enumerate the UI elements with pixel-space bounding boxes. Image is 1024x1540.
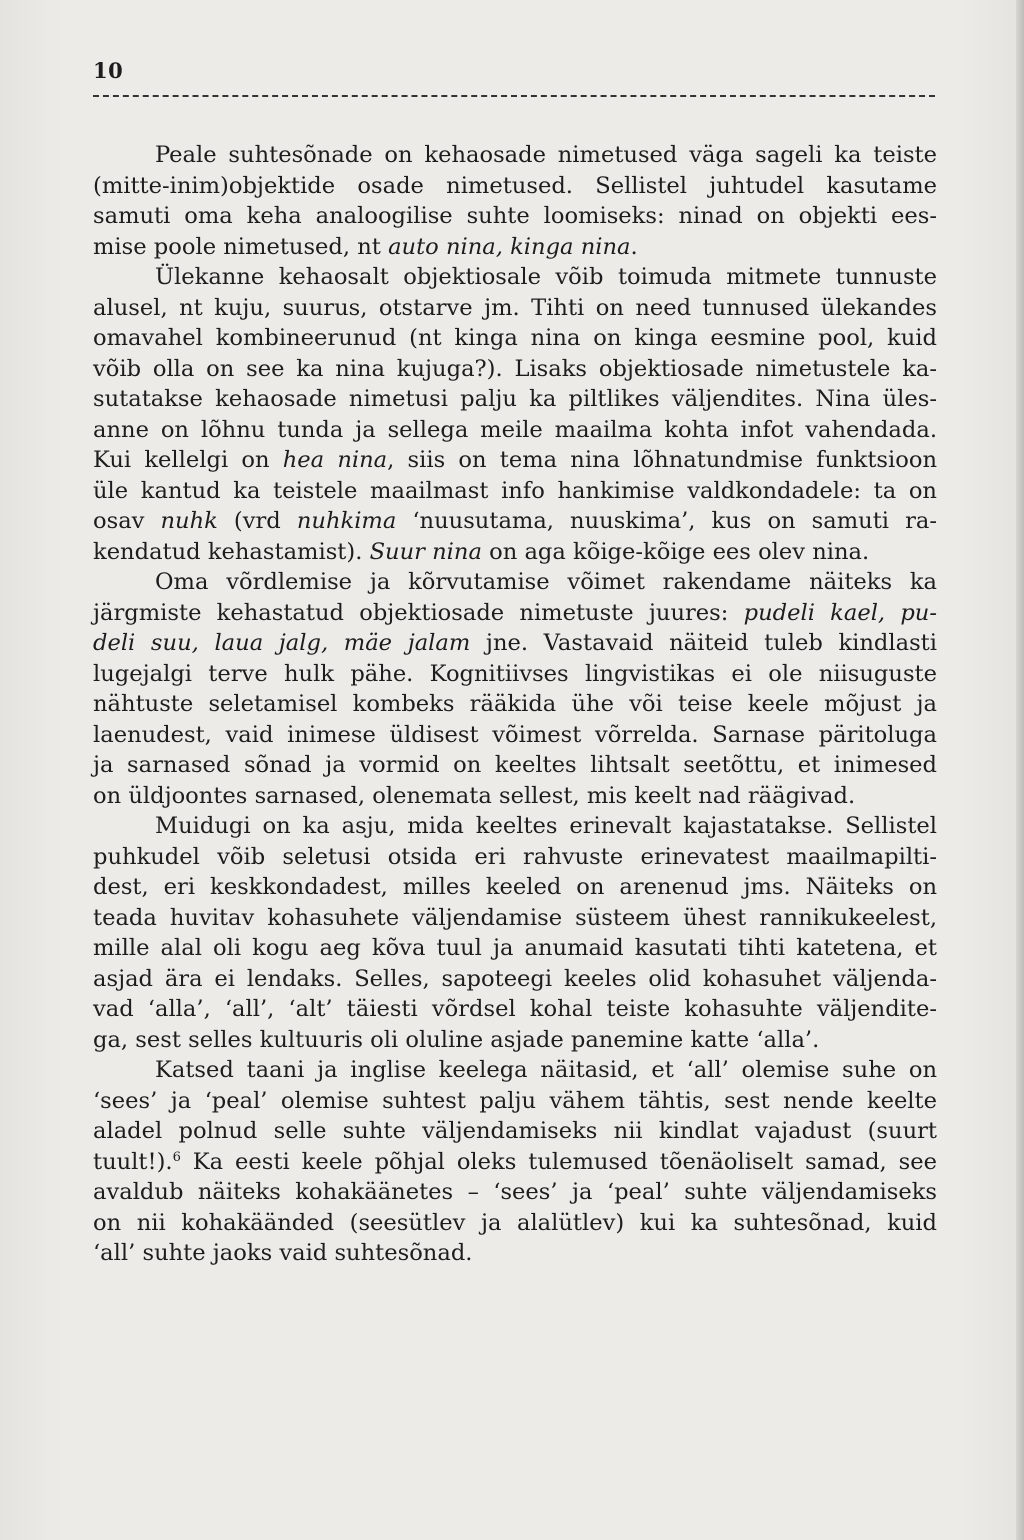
- text-segment: Peale suhtesõnade on kehaosade nimetused väga sageli ka teiste: [155, 142, 937, 168]
- text-segment: , siis on tema nina lõhnatundmise funktsioon: [387, 447, 937, 473]
- text-line: [93, 1086, 937, 1117]
- text-line: [93, 964, 937, 995]
- text-line: [93, 1025, 937, 1056]
- text-line: [93, 262, 937, 293]
- text-line: [93, 445, 937, 476]
- text-line: [93, 750, 937, 781]
- text-line: [93, 994, 937, 1025]
- text-segment: võib olla on see ka nina kujuga?). Lisaks objektiosade nimetustele ka-: [93, 355, 937, 382]
- text-segment: ‘sees’ ja ‘peal’ olemise suhtest palju vähem tähtis, sest nende keelte: [93, 1087, 937, 1114]
- page-number: 10: [93, 58, 124, 83]
- text-line: [93, 171, 937, 202]
- text-line: [93, 689, 937, 720]
- text-line: [93, 140, 937, 171]
- text-segment: Oma võrdlemise ja kõrvutamise võimet rakendame näiteks ka: [155, 569, 937, 595]
- text-line: [93, 720, 937, 751]
- text-segment: tuult!).: [93, 1148, 173, 1175]
- italic-term: auto nina, kinga nina: [388, 233, 631, 260]
- text-segment: omavahel kombineerunud (nt kinga nina on kinga eesmine pool, kuid: [93, 325, 937, 351]
- text-line: [93, 1238, 937, 1269]
- text-line: [93, 232, 937, 263]
- page-edge-shadow: [1016, 0, 1024, 1540]
- text-line: [93, 537, 937, 568]
- text-segment: nähtuste seletamisel kombeks rääkida ühe või teise keele mõjust ja: [93, 691, 937, 717]
- text-line: [93, 1116, 937, 1147]
- text-segment: üle kantud ka teistele maailmast info hankimise valdkondadele: ta on: [93, 477, 937, 504]
- italic-term: nuhk: [160, 508, 218, 534]
- text-segment: .: [630, 233, 638, 260]
- text-line: [93, 842, 937, 873]
- text-line: [93, 1055, 937, 1086]
- text-segment: dest, eri keskkondadest, milles keeled on arenenud jms. Näiteks on: [93, 874, 937, 900]
- text-segment: on üldjoontes sarnased, olenemata sellest, mis keelt nad räägivad.: [93, 782, 856, 809]
- text-segment: Ka eesti keele põhjal oleks tulemused tõenäoliselt samad, see: [180, 1148, 937, 1175]
- text-line: [93, 415, 937, 446]
- text-line: [93, 323, 937, 354]
- text-segment: avaldub näiteks kohakäänetes – ‘sees’ ja ‘peal’ suhte väljendamiseks: [93, 1179, 937, 1205]
- text-line: [93, 293, 937, 324]
- text-segment: laenudest, vaid inimese üldisest võimest võrrelda. Sarnase päritoluga: [93, 721, 937, 748]
- header-rule: [93, 95, 935, 97]
- text-line: [93, 933, 937, 964]
- italic-term: hea nina: [282, 447, 388, 473]
- text-segment: kendatud kehastamist).: [93, 538, 370, 565]
- text-segment: alusel, nt kuju, suurus, otstarve jm. Tihti on need tunnused ülekandes: [93, 294, 937, 321]
- text-segment: ‘all’ suhte jaoks vaid suhtesõnad.: [93, 1240, 473, 1266]
- text-line: [93, 567, 937, 598]
- text-segment: mille alal oli kogu aeg kõva tuul ja anumaid kasutati tihti katetena, et: [93, 935, 937, 961]
- text-line: [93, 903, 937, 934]
- text-line: [93, 201, 937, 232]
- text-segment: anne on lõhnu tunda ja sellega meile maailma kohta infot vahendada.: [93, 416, 937, 443]
- text-segment: on aga kõige-kõige ees olev nina.: [481, 538, 870, 565]
- text-line: [93, 354, 937, 385]
- text-line: [93, 506, 937, 537]
- text-line: [93, 476, 937, 507]
- text-segment: lugejalgi terve hulk pähe. Kognitiivses lingvistikas ei ole niisuguste: [93, 660, 937, 687]
- text-segment: järgmiste kehastatud objektiosade nimetuste juures:: [93, 599, 744, 626]
- text-segment: Kui kellelgi on: [93, 447, 283, 473]
- body-text: [93, 140, 937, 1269]
- text-segment: ga, sest selles kultuuris oli oluline asjade panemine katte ‘alla’.: [93, 1026, 820, 1053]
- text-segment: (vrd: [217, 508, 297, 534]
- text-line: [93, 872, 937, 903]
- footnote-marker: 6: [172, 1149, 181, 1165]
- text-segment: Muidugi on ka asju, mida keeltes erinevalt kajastatakse. Sellistel: [155, 813, 937, 839]
- text-line: [93, 1208, 937, 1239]
- text-segment: puhkudel võib seletusi otsida eri rahvuste erinevatest maailmapilti-: [93, 843, 937, 870]
- text-line: [93, 659, 937, 690]
- text-segment: mise poole nimetused, nt: [93, 233, 389, 260]
- text-segment: ‘nuusutama, nuuskima’, kus on samuti ra-: [396, 508, 937, 534]
- text-segment: aladel polnud selle suhte väljendamiseks nii kindlat vajadust (suurt: [93, 1118, 937, 1144]
- text-segment: Katsed taani ja inglise keelega näitasid, et ‘all’ olemise suhe on: [155, 1057, 937, 1083]
- text-segment: samuti oma keha analoogilise suhte loomiseks: ninad on objekti ees-: [93, 203, 937, 229]
- italic-term: nuhkima: [296, 508, 397, 534]
- italic-term: deli suu, laua jalg, mäe jalam: [93, 630, 471, 656]
- text-line: [93, 781, 937, 812]
- text-segment: teada huvitav kohasuhete väljendamise süsteem ühest rannikukeelest,: [93, 904, 937, 931]
- text-segment: Ülekanne kehaosalt objektiosale võib toimuda mitmete tunnuste: [155, 264, 937, 290]
- italic-term: Suur nina: [369, 538, 482, 565]
- text-segment: ja sarnased sõnad ja vormid on keeltes lihtsalt seetõttu, et inimesed: [93, 752, 937, 778]
- text-segment: (mitte-inim)objektide osade nimetused. Sellistel juhtudel kasutame: [93, 172, 937, 199]
- text-line: [93, 1177, 937, 1208]
- italic-term: pudeli kael, pu-: [743, 599, 937, 626]
- text-line: [93, 628, 937, 659]
- text-line: [93, 384, 937, 415]
- text-segment: jne. Vastavaid näiteid tuleb kindlasti: [470, 630, 937, 656]
- text-segment: osav: [93, 508, 161, 534]
- text-segment: sutatakse kehaosade nimetusi palju ka piltlikes väljendites. Nina üles-: [93, 386, 937, 412]
- text-segment: vad ‘alla’, ‘all’, ‘alt’ täiesti võrdsel kohal teiste kohasuhte väljendite-: [93, 996, 937, 1022]
- text-line: [93, 1147, 937, 1178]
- text-line: [93, 811, 937, 842]
- text-segment: asjad ära ei lendaks. Selles, sapoteegi keeles olid kohasuhet väljenda-: [93, 965, 937, 992]
- text-segment: on nii kohakäänded (seesütlev ja alalütlev) kui ka suhtesõnad, kuid: [93, 1209, 937, 1236]
- text-line: [93, 598, 937, 629]
